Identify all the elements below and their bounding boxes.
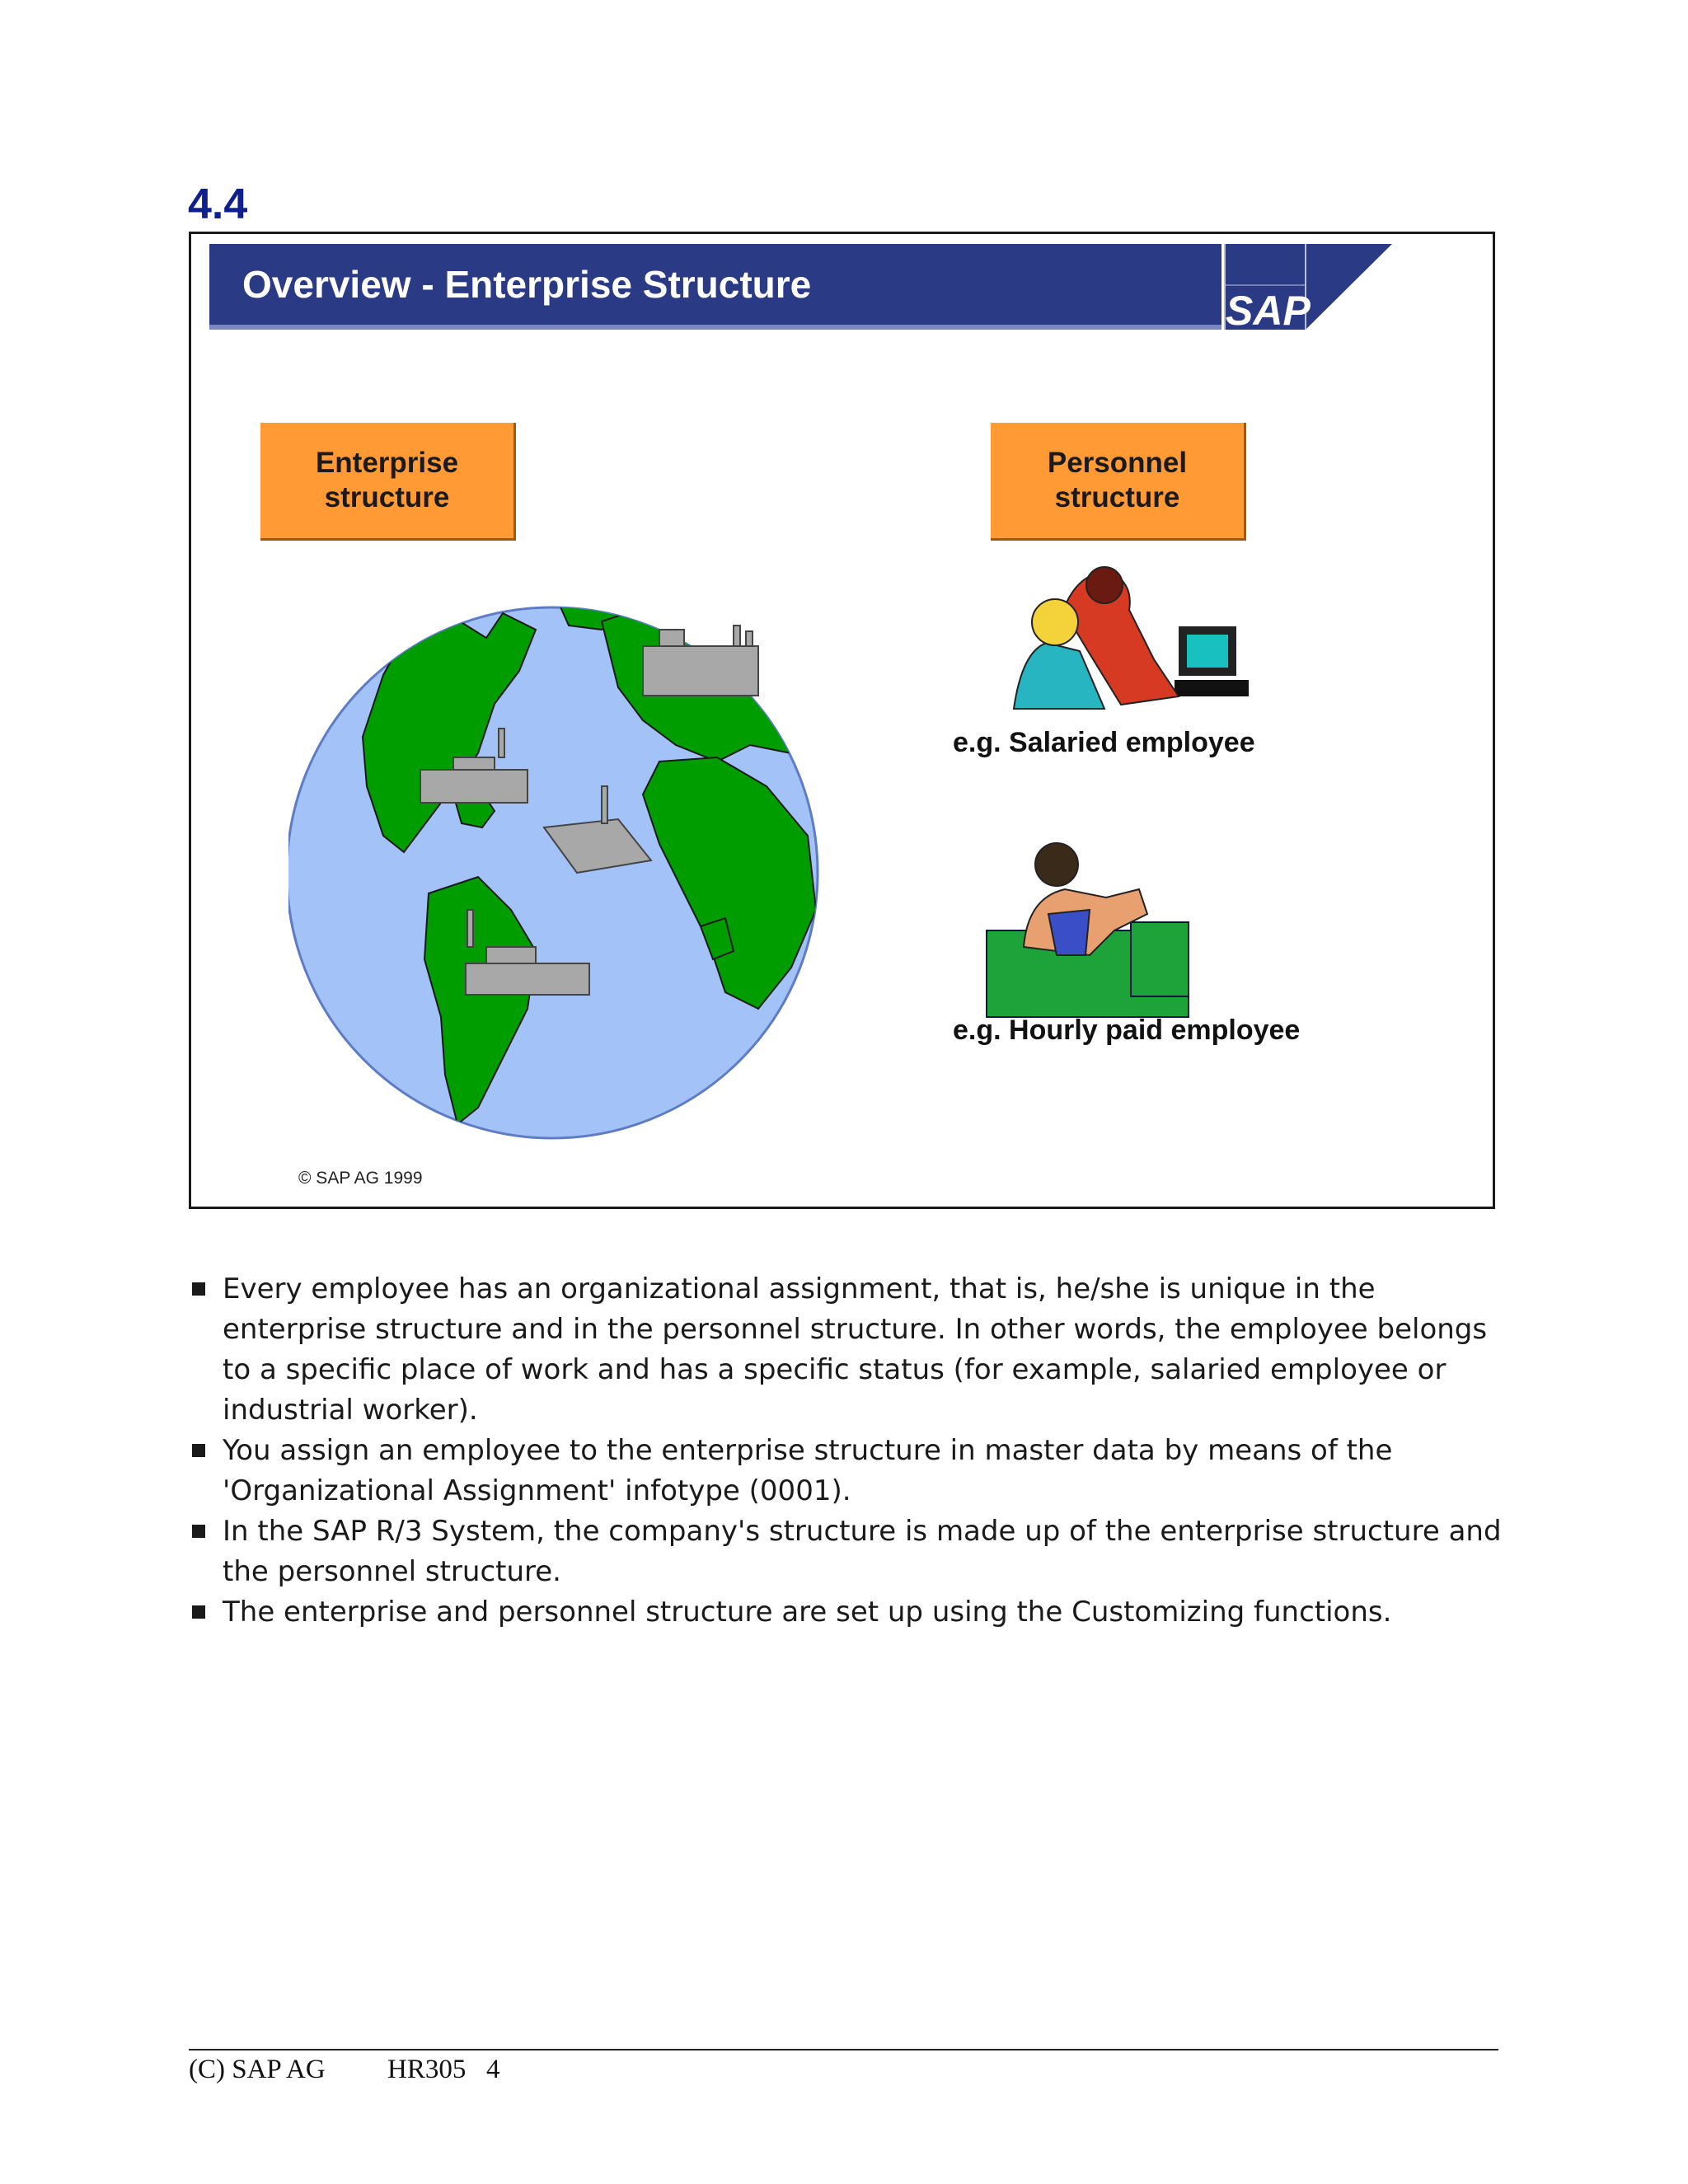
enterprise-structure-box: Enterprise structure bbox=[260, 423, 516, 541]
bullet-item bbox=[190, 1511, 1508, 1592]
footer-company: (C) SAP AG bbox=[189, 2055, 326, 2084]
salaried-employee-illustration bbox=[989, 560, 1269, 725]
bullet-item bbox=[190, 1269, 1508, 1431]
bullet-square-icon bbox=[192, 1282, 205, 1296]
computer-base-icon bbox=[1175, 680, 1249, 696]
slide-copyright: © SAP AG 1999 bbox=[298, 1169, 423, 1188]
footer-divider bbox=[189, 2049, 1498, 2050]
section-number: 4.4 bbox=[188, 180, 248, 228]
sap-logo-text: SAP bbox=[1226, 288, 1311, 330]
bullet-square-icon bbox=[192, 1605, 205, 1619]
bullet-text: You assign an employee to the enterprise structure in master data by means of the 'Organizational Assignment' infotype (0001). bbox=[223, 1434, 1393, 1507]
footer-page-number: 4 bbox=[486, 2055, 500, 2084]
slide bbox=[189, 232, 1495, 1209]
bullet-item bbox=[190, 1592, 1508, 1633]
bullet-text: The enterprise and personnel structure are set up using the Customizing functions. bbox=[223, 1596, 1392, 1629]
bullet-text: Every employee has an organizational assignment, that is, he/she is unique in the enterprise structure and in the personnel structure. In other words, the employee belongs to a specific place of work and has a specific status (for example, salaried employee or industrial worker). bbox=[223, 1272, 1488, 1427]
slide-header bbox=[209, 244, 1414, 330]
caption-salaried-employee: e.g. Salaried employee bbox=[953, 727, 1255, 758]
bullet-text: In the SAP R/3 System, the company's structure is made up of the enterprise structure and the personnel structure. bbox=[223, 1515, 1502, 1588]
bullet-square-icon bbox=[192, 1444, 205, 1457]
bullet-item bbox=[190, 1431, 1508, 1511]
footer-course: HR305 bbox=[387, 2055, 467, 2084]
caption-hourly-employee: e.g. Hourly paid employee bbox=[953, 1015, 1301, 1046]
bullet-square-icon bbox=[192, 1525, 205, 1538]
hourly-employee-illustration bbox=[982, 840, 1197, 1021]
sap-logo bbox=[1226, 288, 1311, 330]
globe-illustration bbox=[288, 580, 829, 1141]
personnel-structure-box: Personnel structure bbox=[991, 423, 1246, 541]
bullet-list bbox=[190, 1269, 1508, 1633]
factory-icon bbox=[643, 626, 758, 696]
slide-title: Overview - Enterprise Structure bbox=[242, 263, 812, 306]
